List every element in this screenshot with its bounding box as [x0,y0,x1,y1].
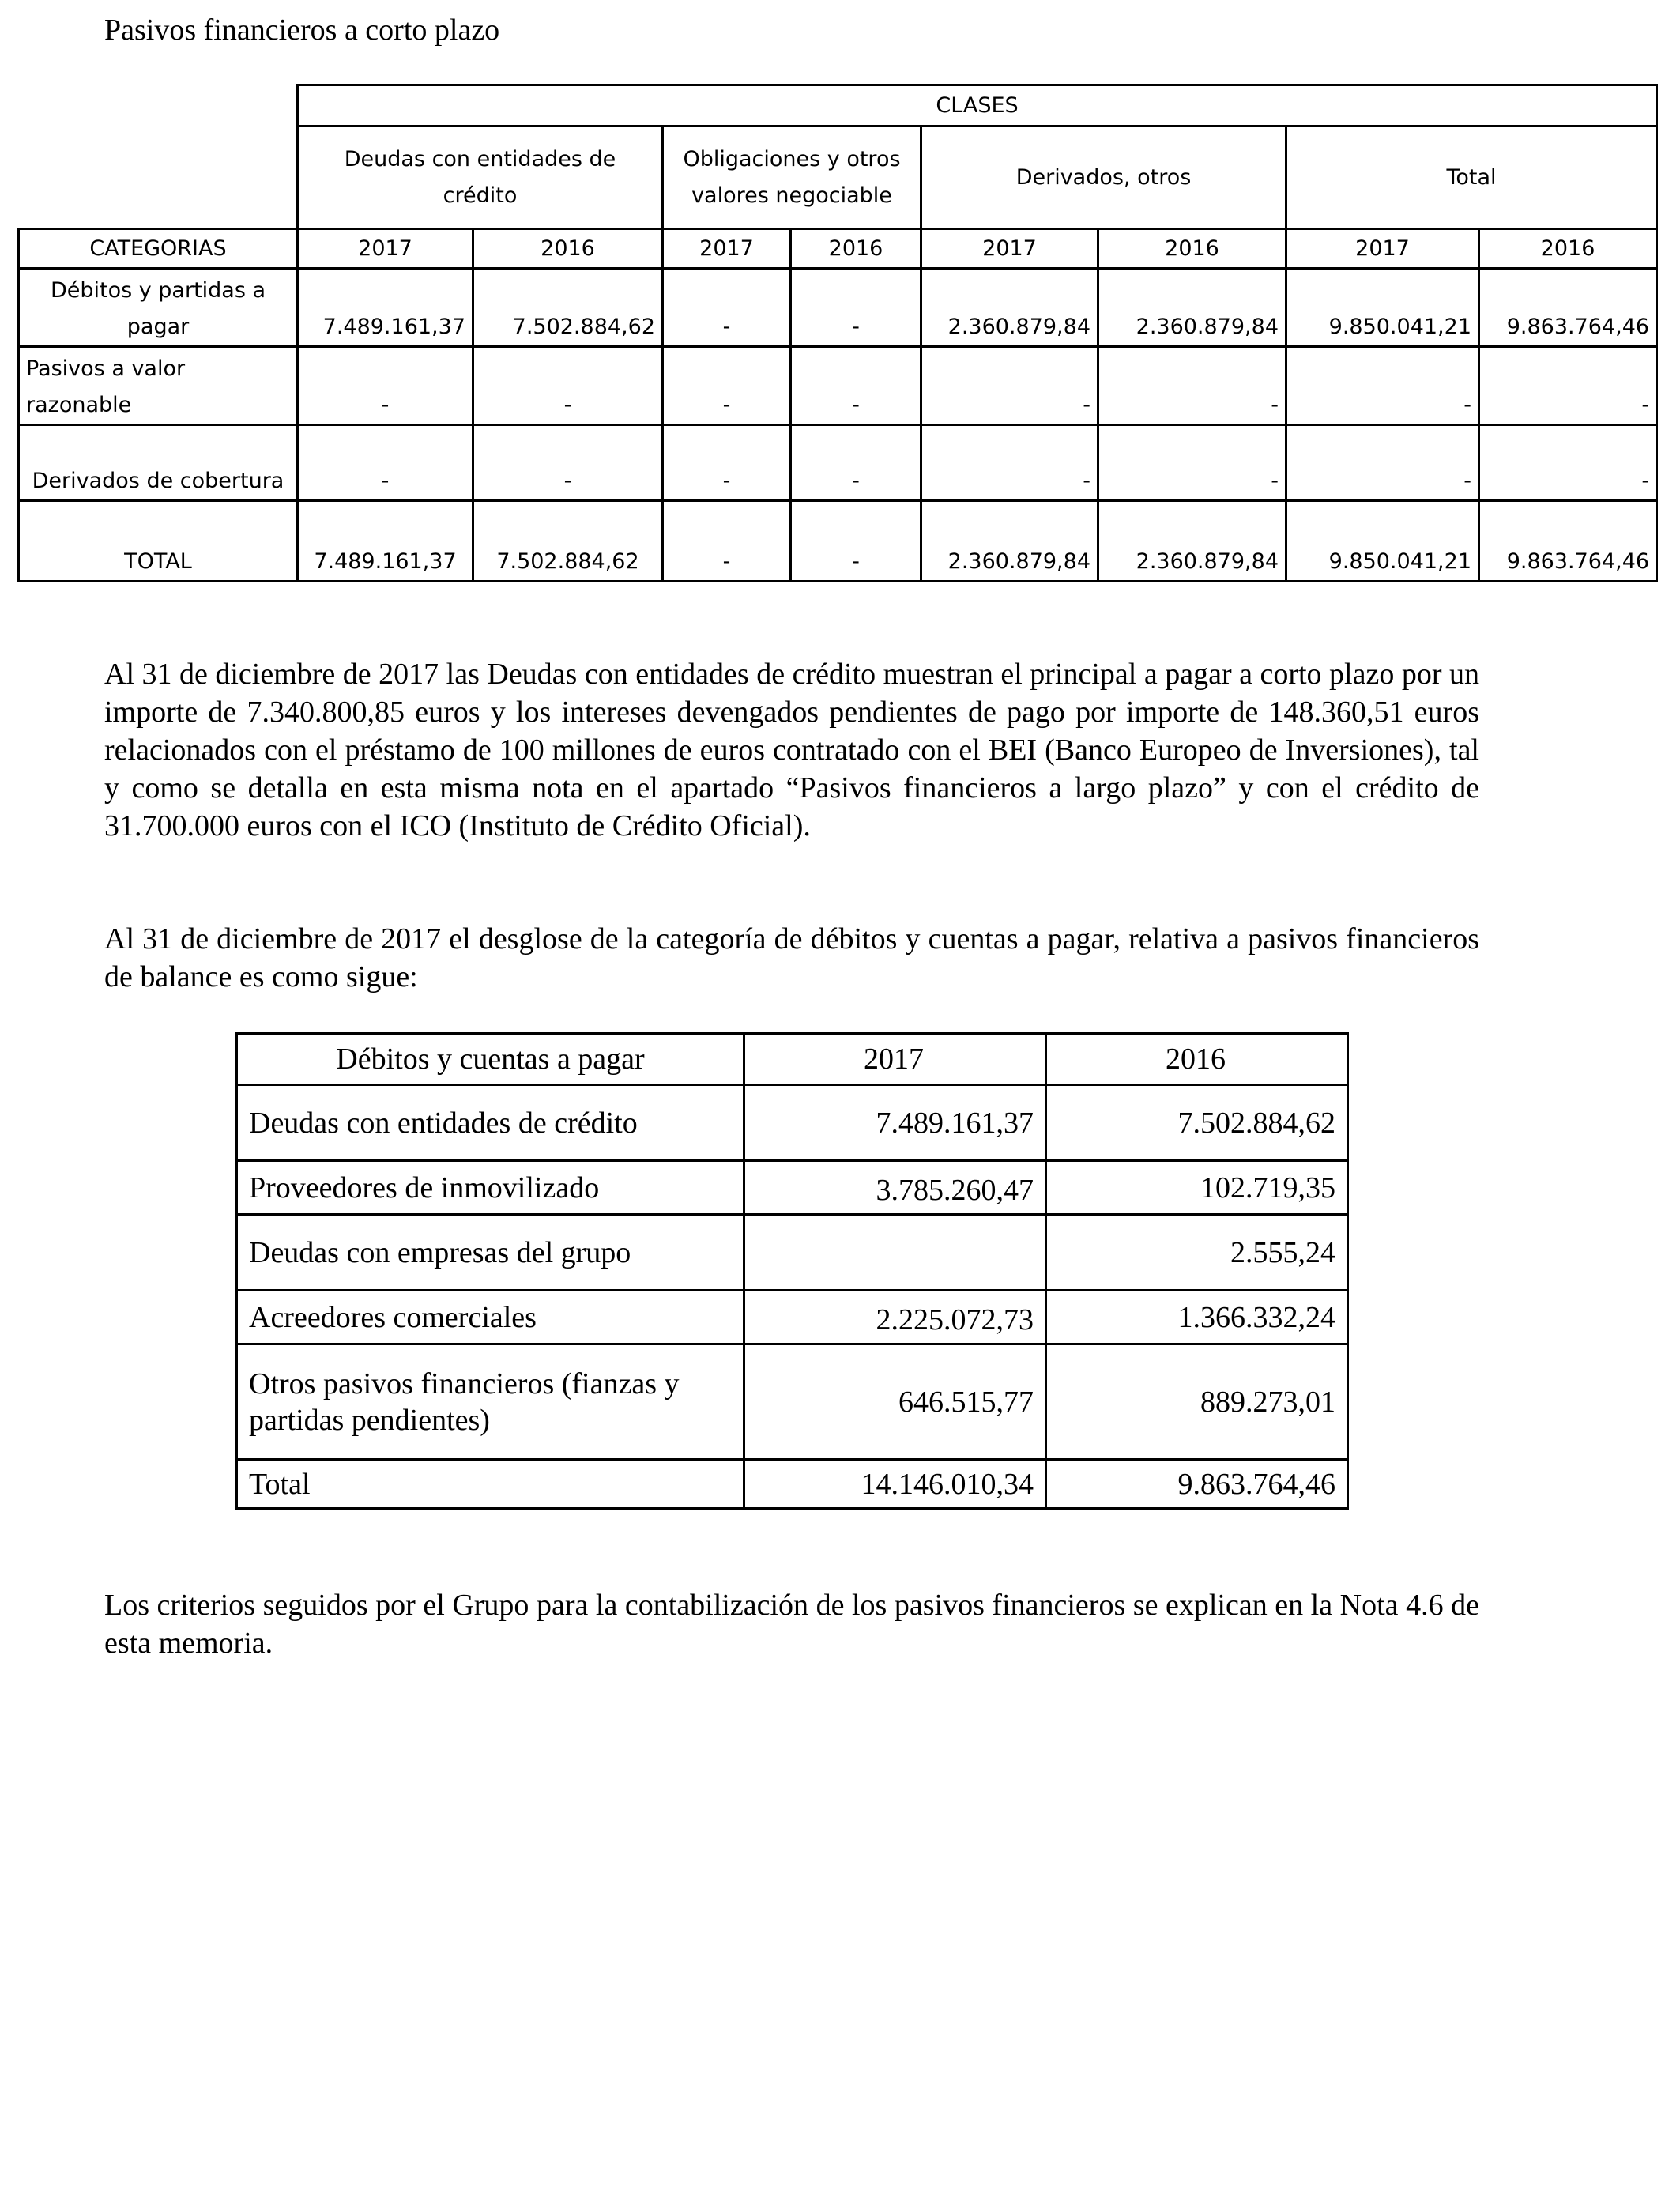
table-row [19,347,1657,425]
table-cell [744,1215,1046,1291]
table-cell: 7.489.161,37 [298,501,473,582]
table-row [19,425,1657,501]
table-cell: 2.360.879,84 [921,269,1098,347]
table-cell: 1.366.332,24 [1046,1291,1348,1344]
table-cell: - [921,347,1098,425]
table-cell: 3.785.260,47 [744,1161,1046,1215]
table-cell: 7.502.884,62 [1046,1085,1348,1161]
table-cell: 2.360.879,84 [921,501,1098,582]
table-cell: - [791,501,921,582]
table-cell: 889.273,01 [1046,1344,1348,1460]
row-label: TOTAL [19,501,298,582]
short-term-liabilities-table [17,84,1658,582]
year-header: 2017 [663,229,791,269]
year-header: 2017 [1286,229,1479,269]
table-row [237,1291,1348,1344]
column-header: 2017 [744,1034,1046,1085]
table-cell: 7.502.884,62 [473,501,663,582]
year-header: 2016 [473,229,663,269]
column-header: 2016 [1046,1034,1348,1085]
clases-header: CLASES [298,85,1657,126]
table-cell: 2.225.072,73 [744,1291,1046,1344]
table-cell: - [1479,347,1657,425]
table-cell: - [473,425,663,501]
table-cell: - [298,425,473,501]
table-cell: - [1286,425,1479,501]
table-cell: - [791,425,921,501]
table-cell: - [791,269,921,347]
row-label: Proveedores de inmovilizado [237,1161,744,1215]
column-header: Débitos y cuentas a pagar [237,1034,744,1085]
year-header: 2016 [1479,229,1657,269]
table-cell: - [1286,347,1479,425]
class-header-deudas: Deudas con entidades de crédito [298,126,663,229]
table-cell: 646.515,77 [744,1344,1046,1460]
class-header-total: Total [1286,126,1657,229]
years-row [19,229,1657,269]
table-cell: 7.489.161,37 [744,1085,1046,1161]
class-header-obligaciones: Obligaciones y otros valores negociable [663,126,921,229]
year-header: 2016 [1098,229,1286,269]
table-cell: - [1098,425,1286,501]
paragraph-criterios: Los criterios seguidos por el Grupo para la contabilización de los pasivos financieros se explican en la Nota 4.6 de esta memoria. [104,1589,1479,1660]
clases-header-row [19,85,1657,126]
row-label: Pasivos a valor razonable [19,347,298,425]
row-label: Deudas con entidades de crédito [237,1085,744,1161]
year-header: 2017 [921,229,1098,269]
row-label: Otros pasivos financieros (fianzas y partidas pendientes) [237,1344,744,1460]
table-cell: - [921,425,1098,501]
row-label: Acreedores comerciales [237,1291,744,1344]
table-cell: 2.360.879,84 [1098,269,1286,347]
table-cell: 7.502.884,62 [473,269,663,347]
table-cell: - [1098,347,1286,425]
table-row [19,269,1657,347]
year-header: 2017 [298,229,473,269]
class-header-derivados: Derivados, otros [921,126,1286,229]
table-cell: 2.360.879,84 [1098,501,1286,582]
table-cell: 2.555,24 [1046,1215,1348,1291]
row-label: Total [237,1460,744,1509]
table-row [237,1215,1348,1291]
table-cell: 9.863.764,46 [1479,501,1657,582]
table-cell: - [791,347,921,425]
table-cell: 9.863.764,46 [1046,1460,1348,1509]
table-cell: - [473,347,663,425]
paragraph-deudas-detail: Al 31 de diciembre de 2017 las Deudas con entidades de crédito muestran el principal a pagar a corto plazo por un importe de 7.340.800,85 euros y los intereses devengados pendientes de pago por importe de 148.360,51 euros relacionados con el préstamo de 100 millones de euros contratado con el BEI (Banco Europeo de Inversiones), tal y como se detalla en esta misma nota en el apartado “Pasivos financieros a largo plazo” y con el crédito de 31.700.000 euros con el ICO (Instituto de Crédito Oficial). [104,658,1479,843]
corner-blank [19,85,298,126]
table-cell: - [1479,425,1657,501]
class-header-row [19,126,1657,229]
year-header: 2016 [791,229,921,269]
table-cell: 14.146.010,34 [744,1460,1046,1509]
table-cell: - [663,347,791,425]
table-cell: - [663,425,791,501]
row-label: Débitos y partidas a pagar [19,269,298,347]
table-header-row [237,1034,1348,1085]
categorias-header: CATEGORIAS [19,229,298,269]
page-title: Pasivos financieros a corto plazo [104,13,500,47]
table-cell: 9.850.041,21 [1286,501,1479,582]
table-cell: - [663,501,791,582]
corner-blank [19,126,298,229]
table-row-total [19,501,1657,582]
row-label: Deudas con empresas del grupo [237,1215,744,1291]
table-cell: - [298,347,473,425]
table-cell: 9.863.764,46 [1479,269,1657,347]
table-cell: 102.719,35 [1046,1161,1348,1215]
table-row [237,1344,1348,1460]
table-cell: 9.850.041,21 [1286,269,1479,347]
table-cell: 7.489.161,37 [298,269,473,347]
row-label: Derivados de cobertura [19,425,298,501]
table-cell: - [663,269,791,347]
table-row [237,1085,1348,1161]
table-row [237,1161,1348,1215]
paragraph-desglose-intro: Al 31 de diciembre de 2017 el desglose de la categoría de débitos y cuentas a pagar, relativa a pasivos financieros de balance es como sigue: [104,922,1479,993]
table-row-total [237,1460,1348,1509]
debitos-cuentas-table [235,1032,1349,1510]
